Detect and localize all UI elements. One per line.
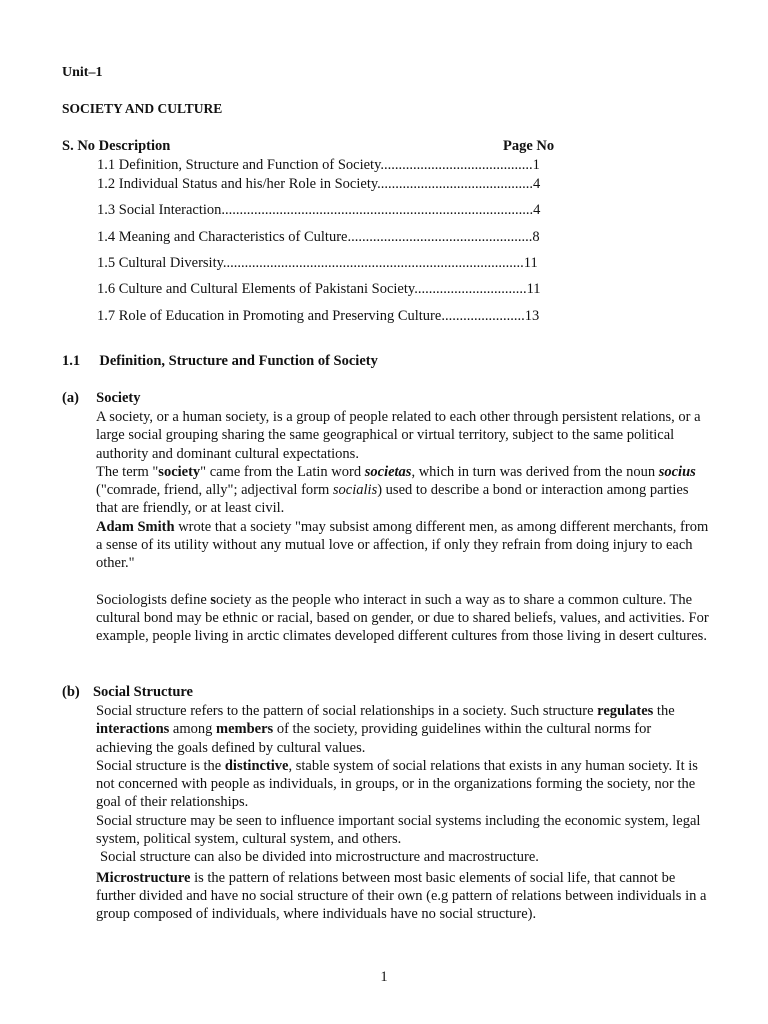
section-title: Definition, Structure and Function of Society: [99, 353, 378, 369]
toc-item: 1.4 Meaning and Characteristics of Culture...................................................8: [97, 229, 540, 245]
subsection-a-heading: [62, 390, 140, 407]
toc-item: 1.1 Definition, Structure and Function of Society..........................................1: [97, 157, 540, 173]
subsection-b-heading: [62, 684, 193, 701]
section-number: 1.1: [62, 353, 81, 369]
toc-header-page: Page No: [503, 138, 555, 154]
paragraph: Social structure may be seen to influence important social systems including the economic system, legal system, political system, cultural system, and others.: [96, 812, 701, 848]
subsection-b-body: [96, 702, 711, 924]
paragraph: The term "society" came from the Latin word societas, which in turn was derived from the noun socius ("comrade, friend, ally"; adjectival form socialis) used to describe a bond or interaction among parties that are friendly, or at least civil.: [96, 463, 696, 517]
toc-item: 1.2 Individual Status and his/her Role in Society...........................................4: [97, 176, 541, 192]
subsection-a-title: Society: [96, 390, 141, 406]
document-title: SOCIETY AND CULTURE: [62, 101, 223, 116]
paragraph: Social structure is the distinctive, stable system of social relations that exists in any human society. It is not concerned with people as individuals, in groups, or in the organizations forming the society, nor the goal of their relationships.: [96, 757, 698, 811]
paragraph: Microstructure is the pattern of relations between most basic elements of social life, that cannot be further divided and have no social structure of their own (e.g pattern of relations between individuals in a group composed of individuals, where individuals have no social structure).: [96, 869, 707, 923]
paragraph: A society, or a human society, is a group of people related to each other through persistent relations, or a large social grouping sharing the same geographical or virtual territory, subject to the same political authority and dominant cultural expectations.: [96, 409, 701, 462]
paragraph: Sociologists define society as the people who interact in such a way as to share a common culture. The cultural bond may be ethnic or racial, based on gender, or due to shared beliefs, values, and activities. For example, people living in arctic climates developed different cultures from those living in desert cultures.: [96, 591, 709, 645]
toc-item: 1.5 Cultural Diversity...................................................................................11: [97, 255, 538, 271]
page-number: 1: [380, 969, 388, 985]
toc-item: 1.6 Culture and Cultural Elements of Pakistani Society...............................11: [97, 281, 541, 297]
paragraph: Social structure can also be divided into microstructure and macrostructure.: [100, 849, 539, 866]
subsection-b-label: (b): [62, 684, 80, 700]
paragraph: Social structure refers to the pattern of social relationships in a society. Such structure regulates the interactions among members of the society, providing guidelines within the cultural norms for achieving the goals defined by cultural values.: [96, 703, 675, 756]
section-heading: [62, 353, 378, 370]
paragraph: Adam Smith wrote that a society "may subsist among different men, as among different merchants, from a sense of its utility without any mutual love or affection, if only they refrain from doing injury to each other.": [96, 518, 709, 572]
subsection-a-body: [96, 408, 711, 646]
subsection-b-title: Social Structure: [92, 684, 193, 700]
subsection-a-label: (a): [62, 390, 79, 406]
unit-label: Unit–1: [62, 65, 103, 80]
toc-item: 1.3 Social Interaction......................................................................................4: [97, 202, 541, 218]
toc-item: 1.7 Role of Education in Promoting and Preserving Culture.......................13: [97, 308, 540, 324]
toc-header-description: S. No Description: [62, 138, 171, 154]
